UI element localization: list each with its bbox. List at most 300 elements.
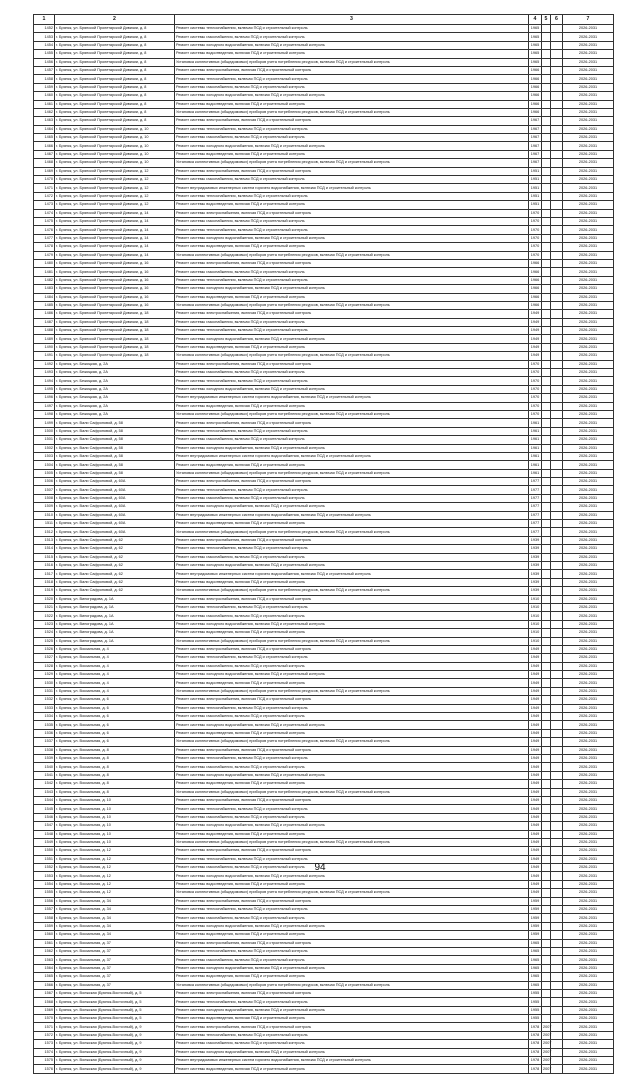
row-number-cell: 1538 bbox=[34, 746, 55, 754]
address-cell: г. Брянск, ул. Вали Сафроновой, д. 62 bbox=[55, 545, 175, 553]
build-year-cell: 1949 bbox=[529, 788, 542, 796]
col-5-cell bbox=[542, 92, 551, 100]
col-5-cell bbox=[542, 847, 551, 855]
table-row bbox=[34, 654, 614, 662]
address-cell: г. Брянск, ул. Вали Сафроновой, д. 58 bbox=[55, 444, 175, 452]
work-type-cell: Ремонт системы газоснабжения, включая ПСД и строительный контроль bbox=[175, 956, 529, 964]
col-6-cell bbox=[551, 427, 563, 435]
col-5-cell bbox=[542, 738, 551, 746]
col-6-cell bbox=[551, 922, 563, 930]
col-6-cell bbox=[551, 889, 563, 897]
col-5-cell bbox=[542, 906, 551, 914]
table-row bbox=[34, 410, 614, 418]
build-year-cell: 1966 bbox=[529, 285, 542, 293]
address-cell: г. Брянск, ул. Брянской Пролетарской Дивизии, д. 12 bbox=[55, 201, 175, 209]
work-type-cell: Ремонт системы газоснабжения, включая ПСД и строительный контроль bbox=[175, 318, 529, 326]
repair-period-cell: 2026-2031 bbox=[563, 486, 614, 494]
table-row bbox=[34, 788, 614, 796]
build-year-cell: 1949 bbox=[529, 864, 542, 872]
build-year-cell: 1910 bbox=[529, 612, 542, 620]
address-cell: г. Брянск, ул. Бежицкая, д. 2А bbox=[55, 394, 175, 402]
build-year-cell: 1949 bbox=[529, 889, 542, 897]
col-5-cell bbox=[542, 436, 551, 444]
row-number-cell: 1463 bbox=[34, 117, 55, 125]
work-type-cell: Ремонт системы теплоснабжения, включая ПСД и строительный контроль bbox=[175, 603, 529, 611]
repair-period-cell: 2026-2031 bbox=[563, 671, 614, 679]
address-cell: г. Брянск, ул. Волжская (Брянск-Восточный), д. 5 bbox=[55, 998, 175, 1006]
work-type-cell: Установка коллективных (общедомовых) приборов учета потребления ресурсов, включая ПСД и строительный контроль bbox=[175, 301, 529, 309]
work-type-cell: Ремонт системы холодного водоснабжения, включая ПСД и строительный контроль bbox=[175, 285, 529, 293]
table-row bbox=[34, 259, 614, 267]
col-5-cell bbox=[542, 234, 551, 242]
work-type-cell: Ремонт системы электроснабжения, включая ПСД и строительный контроль bbox=[175, 989, 529, 997]
address-cell: г. Брянск, ул. Вокзальная, д. 10 bbox=[55, 838, 175, 846]
col-6-cell bbox=[551, 1048, 563, 1056]
col-6-cell bbox=[551, 259, 563, 267]
col-6-cell bbox=[551, 595, 563, 603]
table-row bbox=[34, 587, 614, 595]
col-6-cell bbox=[551, 612, 563, 620]
repair-period-cell: 2026-2031 bbox=[563, 528, 614, 536]
col-5-cell bbox=[542, 662, 551, 670]
repair-period-cell: 2026-2031 bbox=[563, 369, 614, 377]
build-year-cell: 1965 bbox=[529, 973, 542, 981]
build-year-cell: 1970 bbox=[529, 410, 542, 418]
build-year-cell: 1951 bbox=[529, 192, 542, 200]
col-5-cell bbox=[542, 562, 551, 570]
table-row bbox=[34, 729, 614, 737]
col-6-cell bbox=[551, 805, 563, 813]
build-year-cell: 1965 bbox=[529, 50, 542, 58]
repair-period-cell: 2026-2031 bbox=[563, 419, 614, 427]
work-type-cell: Ремонт внутридомовых инженерных систем горячего водоснабжения, включая ПСД и строительный контроль bbox=[175, 570, 529, 578]
build-year-cell: 1949 bbox=[529, 780, 542, 788]
table-row bbox=[34, 394, 614, 402]
col-5-cell bbox=[542, 452, 551, 460]
build-year-cell: 1970 bbox=[529, 217, 542, 225]
col-5-cell bbox=[542, 645, 551, 653]
col-5-cell bbox=[542, 578, 551, 586]
table-row bbox=[34, 813, 614, 821]
build-year-cell: 1949 bbox=[529, 738, 542, 746]
row-number-cell: 1506 bbox=[34, 478, 55, 486]
work-type-cell: Ремонт системы теплоснабжения, включая ПСД и строительный контроль bbox=[175, 226, 529, 234]
work-type-cell: Ремонт системы водоотведения, включая ПСД и строительный контроль bbox=[175, 830, 529, 838]
repair-period-cell: 2026-2031 bbox=[563, 889, 614, 897]
build-year-cell: 1967 bbox=[529, 125, 542, 133]
repair-period-cell: 2026-2031 bbox=[563, 385, 614, 393]
col-6-cell bbox=[551, 813, 563, 821]
header-col-1: 1 bbox=[34, 15, 55, 25]
row-number-cell: 1469 bbox=[34, 167, 55, 175]
work-type-cell: Ремонт системы теплоснабжения, включая ПСД и строительный контроль bbox=[175, 998, 529, 1006]
work-type-cell: Ремонт системы теплоснабжения, включая ПСД и строительный контроль bbox=[175, 906, 529, 914]
address-cell: г. Брянск, ул. Брянской Пролетарской Дивизии, д. 12 bbox=[55, 176, 175, 184]
address-cell: г. Брянск, ул. Брянской Пролетарской Дивизии, д. 16 bbox=[55, 268, 175, 276]
col-6-cell bbox=[551, 50, 563, 58]
table-row bbox=[34, 83, 614, 91]
row-number-cell: 1539 bbox=[34, 754, 55, 762]
work-type-cell: Ремонт системы электроснабжения, включая ПСД и строительный контроль bbox=[175, 117, 529, 125]
repair-period-cell: 2026-2031 bbox=[563, 989, 614, 997]
address-cell: г. Брянск, ул. Вокзальная, д. 34 bbox=[55, 906, 175, 914]
work-type-cell: Ремонт системы теплоснабжения, включая ПСД и строительный контроль bbox=[175, 25, 529, 33]
table-row bbox=[34, 780, 614, 788]
col-5-cell bbox=[542, 989, 551, 997]
work-type-cell: Ремонт системы холодного водоснабжения, включая ПСД и строительный контроль bbox=[175, 142, 529, 150]
col-6-cell bbox=[551, 553, 563, 561]
row-number-cell: 1491 bbox=[34, 352, 55, 360]
address-cell: г. Брянск, ул. Вокзальная, д. 6 bbox=[55, 713, 175, 721]
address-cell: г. Брянск, ул. Вокзальная, д. 12 bbox=[55, 864, 175, 872]
build-year-cell: 1967 bbox=[529, 150, 542, 158]
build-year-cell: 1910 bbox=[529, 595, 542, 603]
table-row bbox=[34, 679, 614, 687]
col-6-cell bbox=[551, 100, 563, 108]
address-cell: г. Брянск, ул. Вокзальная, д. 37 bbox=[55, 956, 175, 964]
row-number-cell: 1464 bbox=[34, 125, 55, 133]
col-6-cell bbox=[551, 436, 563, 444]
repair-period-cell: 2026-2031 bbox=[563, 444, 614, 452]
row-number-cell: 1497 bbox=[34, 402, 55, 410]
build-year-cell: 1949 bbox=[529, 310, 542, 318]
col-6-cell bbox=[551, 251, 563, 259]
col-5-cell bbox=[542, 687, 551, 695]
row-number-cell: 1532 bbox=[34, 696, 55, 704]
col-6-cell bbox=[551, 444, 563, 452]
row-number-cell: 1461 bbox=[34, 100, 55, 108]
col-6-cell bbox=[551, 738, 563, 746]
row-number-cell: 1562 bbox=[34, 947, 55, 955]
table-row bbox=[34, 847, 614, 855]
repair-period-cell: 2026-2031 bbox=[563, 981, 614, 989]
work-type-cell: Ремонт системы водоотведения, включая ПСД и строительный контроль bbox=[175, 520, 529, 528]
row-number-cell: 1514 bbox=[34, 545, 55, 553]
work-type-cell: Ремонт системы газоснабжения, включая ПСД и строительный контроль bbox=[175, 369, 529, 377]
work-type-cell: Установка коллективных (общедомовых) приборов учета потребления ресурсов, включая ПСД и строительный контроль bbox=[175, 159, 529, 167]
table-row bbox=[34, 369, 614, 377]
col-5-cell bbox=[542, 209, 551, 217]
col-5-cell bbox=[542, 469, 551, 477]
table-row bbox=[34, 92, 614, 100]
col-5-cell bbox=[542, 159, 551, 167]
build-year-cell: 1949 bbox=[529, 729, 542, 737]
col-6-cell bbox=[551, 377, 563, 385]
table-row bbox=[34, 1031, 614, 1039]
work-type-cell: Ремонт системы газоснабжения, включая ПСД и строительный контроль bbox=[175, 813, 529, 821]
work-type-cell: Ремонт системы водоотведения, включая ПСД и строительный контроль bbox=[175, 402, 529, 410]
build-year-cell: 1970 bbox=[529, 226, 542, 234]
repair-period-cell: 2026-2031 bbox=[563, 629, 614, 637]
col-6-cell bbox=[551, 167, 563, 175]
work-type-cell: Ремонт системы теплоснабжения, включая ПСД и строительный контроль bbox=[175, 192, 529, 200]
repair-period-cell: 2026-2031 bbox=[563, 117, 614, 125]
build-year-cell: 1949 bbox=[529, 813, 542, 821]
column-number-header bbox=[34, 15, 614, 25]
col-5-cell bbox=[542, 276, 551, 284]
build-year-cell: 1966 bbox=[529, 75, 542, 83]
build-year-cell: 1970 bbox=[529, 251, 542, 259]
repair-period-cell: 2026-2031 bbox=[563, 293, 614, 301]
table-row bbox=[34, 159, 614, 167]
col-5-cell bbox=[542, 444, 551, 452]
table-row bbox=[34, 671, 614, 679]
address-cell: г. Брянск, ул. Вокзальная, д. 37 bbox=[55, 964, 175, 972]
col-6-cell bbox=[551, 620, 563, 628]
repair-period-cell: 2026-2031 bbox=[563, 92, 614, 100]
row-number-cell: 1558 bbox=[34, 914, 55, 922]
table-row bbox=[34, 662, 614, 670]
build-year-cell: 1951 bbox=[529, 167, 542, 175]
address-cell: г. Брянск, ул. Брянской Пролетарской Дивизии, д. 8 bbox=[55, 25, 175, 33]
build-year-cell: 1966 bbox=[529, 301, 542, 309]
repair-period-cell: 2026-2031 bbox=[563, 520, 614, 528]
table-row bbox=[34, 100, 614, 108]
address-cell: г. Брянск, ул. Вокзальная, д. 6 bbox=[55, 704, 175, 712]
repair-period-cell: 2026-2031 bbox=[563, 209, 614, 217]
work-type-cell: Ремонт системы электроснабжения, включая ПСД и строительный контроль bbox=[175, 645, 529, 653]
col-5-cell bbox=[542, 713, 551, 721]
address-cell: г. Брянск, ул. Вокзальная, д. 34 bbox=[55, 931, 175, 939]
col-6-cell bbox=[551, 293, 563, 301]
address-cell: г. Брянск, ул. Вокзальная, д. 8 bbox=[55, 788, 175, 796]
build-year-cell: 1955 bbox=[529, 989, 542, 997]
table-row bbox=[34, 134, 614, 142]
repair-period-cell: 2026-2031 bbox=[563, 167, 614, 175]
capital-repair-table bbox=[33, 14, 614, 1074]
build-year-cell: 1949 bbox=[529, 687, 542, 695]
build-year-cell: 1951 bbox=[529, 201, 542, 209]
col-6-cell bbox=[551, 134, 563, 142]
row-number-cell: 1518 bbox=[34, 578, 55, 586]
repair-period-cell: 2026-2031 bbox=[563, 310, 614, 318]
address-cell: г. Брянск, ул. Вали Сафроновой, д. 60А bbox=[55, 478, 175, 486]
row-number-cell: 1480 bbox=[34, 259, 55, 267]
table-row bbox=[34, 629, 614, 637]
address-cell: г. Брянск, ул. Брянской Пролетарской Дивизии, д. 18 bbox=[55, 327, 175, 335]
col-5-cell bbox=[542, 788, 551, 796]
col-5-cell bbox=[542, 553, 551, 561]
col-5-cell bbox=[542, 217, 551, 225]
address-cell: г. Брянск, ул. Брянской Пролетарской Дивизии, д. 16 bbox=[55, 293, 175, 301]
address-cell: г. Брянск, ул. Брянской Пролетарской Дивизии, д. 8 bbox=[55, 50, 175, 58]
address-cell: г. Брянск, ул. Вали Сафроновой, д. 58 bbox=[55, 419, 175, 427]
repair-period-cell: 2026-2031 bbox=[563, 822, 614, 830]
col-6-cell bbox=[551, 914, 563, 922]
col-6-cell bbox=[551, 478, 563, 486]
work-type-cell: Ремонт системы газоснабжения, включая ПСД и строительный контроль bbox=[175, 268, 529, 276]
col-6-cell bbox=[551, 394, 563, 402]
table-row bbox=[34, 327, 614, 335]
address-cell: г. Брянск, ул. Вокзальная, д. 8 bbox=[55, 763, 175, 771]
build-year-cell: 1939 bbox=[529, 587, 542, 595]
col-5-cell bbox=[542, 771, 551, 779]
col-6-cell bbox=[551, 176, 563, 184]
build-year-cell: 1961 bbox=[529, 427, 542, 435]
address-cell: г. Брянск, ул. Брянской Пролетарской Дивизии, д. 8 bbox=[55, 83, 175, 91]
work-type-cell: Установка коллективных (общедомовых) приборов учета потребления ресурсов, включая ПСД и строительный контроль bbox=[175, 587, 529, 595]
row-number-cell: 1493 bbox=[34, 369, 55, 377]
work-type-cell: Ремонт системы водоотведения, включая ПСД и строительный контроль bbox=[175, 1015, 529, 1023]
repair-period-cell: 2026-2031 bbox=[563, 243, 614, 251]
work-type-cell: Установка коллективных (общедомовых) приборов учета потребления ресурсов, включая ПСД и строительный контроль bbox=[175, 410, 529, 418]
table-row bbox=[34, 973, 614, 981]
build-year-cell: 1977 bbox=[529, 511, 542, 519]
table-row bbox=[34, 931, 614, 939]
address-cell: г. Брянск, ул. Брянской Пролетарской Дивизии, д. 8 bbox=[55, 33, 175, 41]
work-type-cell: Установка коллективных (общедомовых) приборов учета потребления ресурсов, включая ПСД и строительный контроль bbox=[175, 838, 529, 846]
repair-period-cell: 2026-2031 bbox=[563, 637, 614, 645]
table-row bbox=[34, 276, 614, 284]
table-row bbox=[34, 956, 614, 964]
work-type-cell: Ремонт системы газоснабжения, включая ПСД и строительный контроль bbox=[175, 864, 529, 872]
col-6-cell bbox=[551, 66, 563, 74]
table-row bbox=[34, 746, 614, 754]
work-type-cell: Ремонт системы электроснабжения, включая ПСД и строительный контроль bbox=[175, 1023, 529, 1031]
address-cell: г. Брянск, ул. Брянской Пролетарской Дивизии, д. 8 bbox=[55, 117, 175, 125]
document-page bbox=[33, 14, 613, 1074]
table-row bbox=[34, 66, 614, 74]
address-cell: г. Брянск, ул. Виноградова, д. 1А bbox=[55, 595, 175, 603]
build-year-cell: 1949 bbox=[529, 318, 542, 326]
table-row bbox=[34, 696, 614, 704]
repair-period-cell: 2026-2031 bbox=[563, 947, 614, 955]
repair-period-cell: 2026-2031 bbox=[563, 1057, 614, 1065]
table-row bbox=[34, 503, 614, 511]
col-6-cell bbox=[551, 696, 563, 704]
work-type-cell: Ремонт системы теплоснабжения, включая ПСД и строительный контроль bbox=[175, 276, 529, 284]
build-year-cell: 1949 bbox=[529, 771, 542, 779]
build-year-cell: 1961 bbox=[529, 461, 542, 469]
build-year-cell: 1977 bbox=[529, 528, 542, 536]
table-row bbox=[34, 704, 614, 712]
row-number-cell: 1556 bbox=[34, 897, 55, 905]
repair-period-cell: 2026-2031 bbox=[563, 511, 614, 519]
work-type-cell: Ремонт системы водоотведения, включая ПСД и строительный контроль bbox=[175, 729, 529, 737]
address-cell: г. Брянск, ул. Брянской Пролетарской Дивизии, д. 10 bbox=[55, 142, 175, 150]
work-type-cell: Установка коллективных (общедомовых) приборов учета потребления ресурсов, включая ПСД и строительный контроль bbox=[175, 251, 529, 259]
col-6-cell bbox=[551, 939, 563, 947]
build-year-cell: 1959 bbox=[529, 906, 542, 914]
table-row bbox=[34, 830, 614, 838]
build-year-cell: 1970 bbox=[529, 394, 542, 402]
repair-period-cell: 2026-2031 bbox=[563, 192, 614, 200]
table-row bbox=[34, 889, 614, 897]
build-year-cell: 1955 bbox=[529, 1006, 542, 1014]
build-year-cell: 1967 bbox=[529, 117, 542, 125]
repair-period-cell: 2026-2031 bbox=[563, 805, 614, 813]
repair-period-cell: 2026-2031 bbox=[563, 176, 614, 184]
repair-period-cell: 2026-2031 bbox=[563, 838, 614, 846]
address-cell: г. Брянск, ул. Вокзальная, д. 34 bbox=[55, 922, 175, 930]
build-year-cell: 1949 bbox=[529, 352, 542, 360]
col-5-cell bbox=[542, 75, 551, 83]
col-5-cell: 2007 bbox=[542, 1048, 551, 1056]
row-number-cell: 1500 bbox=[34, 427, 55, 435]
repair-period-cell: 2026-2031 bbox=[563, 880, 614, 888]
repair-period-cell: 2026-2031 bbox=[563, 33, 614, 41]
col-5-cell bbox=[542, 595, 551, 603]
build-year-cell: 1949 bbox=[529, 721, 542, 729]
repair-period-cell: 2026-2031 bbox=[563, 964, 614, 972]
row-number-cell: 1454 bbox=[34, 41, 55, 49]
col-5-cell bbox=[542, 150, 551, 158]
table-row bbox=[34, 444, 614, 452]
work-type-cell: Ремонт системы теплоснабжения, включая ПСД и строительный контроль bbox=[175, 377, 529, 385]
build-year-cell: 1965 bbox=[529, 956, 542, 964]
row-number-cell: 1570 bbox=[34, 1015, 55, 1023]
address-cell: г. Брянск, ул. Брянской Пролетарской Дивизии, д. 8 bbox=[55, 75, 175, 83]
table-row bbox=[34, 318, 614, 326]
repair-period-cell: 2026-2031 bbox=[563, 83, 614, 91]
col-5-cell bbox=[542, 394, 551, 402]
build-year-cell: 1910 bbox=[529, 629, 542, 637]
build-year-cell: 1949 bbox=[529, 763, 542, 771]
row-number-cell: 1457 bbox=[34, 66, 55, 74]
row-number-cell: 1467 bbox=[34, 150, 55, 158]
table-row bbox=[34, 427, 614, 435]
repair-period-cell: 2026-2031 bbox=[563, 763, 614, 771]
address-cell: г. Брянск, ул. Брянской Пролетарской Дивизии, д. 10 bbox=[55, 134, 175, 142]
repair-period-cell: 2026-2031 bbox=[563, 125, 614, 133]
col-5-cell: 2007 bbox=[542, 1031, 551, 1039]
table-row bbox=[34, 528, 614, 536]
col-6-cell bbox=[551, 528, 563, 536]
table-row bbox=[34, 805, 614, 813]
build-year-cell: 1949 bbox=[529, 880, 542, 888]
row-number-cell: 1484 bbox=[34, 293, 55, 301]
col-5-cell bbox=[542, 301, 551, 309]
work-type-cell: Ремонт системы холодного водоснабжения, включая ПСД и строительный контроль bbox=[175, 444, 529, 452]
col-6-cell bbox=[551, 746, 563, 754]
repair-period-cell: 2026-2031 bbox=[563, 343, 614, 351]
address-cell: г. Брянск, ул. Вокзальная, д. 4 bbox=[55, 662, 175, 670]
repair-period-cell: 2026-2031 bbox=[563, 41, 614, 49]
repair-period-cell: 2026-2031 bbox=[563, 562, 614, 570]
address-cell: г. Брянск, ул. Брянской Пролетарской Дивизии, д. 10 bbox=[55, 159, 175, 167]
col-5-cell bbox=[542, 410, 551, 418]
repair-period-cell: 2026-2031 bbox=[563, 780, 614, 788]
row-number-cell: 1496 bbox=[34, 394, 55, 402]
build-year-cell: 1961 bbox=[529, 419, 542, 427]
repair-period-cell: 2026-2031 bbox=[563, 226, 614, 234]
row-number-cell: 1521 bbox=[34, 603, 55, 611]
build-year-cell: 1949 bbox=[529, 838, 542, 846]
col-5-cell bbox=[542, 511, 551, 519]
table-row bbox=[34, 612, 614, 620]
col-6-cell bbox=[551, 1065, 563, 1073]
repair-period-cell: 2026-2031 bbox=[563, 201, 614, 209]
build-year-cell: 1949 bbox=[529, 855, 542, 863]
work-type-cell: Установка коллективных (общедомовых) приборов учета потребления ресурсов, включая ПСД и строительный контроль bbox=[175, 981, 529, 989]
col-5-cell bbox=[542, 805, 551, 813]
build-year-cell: 1978 bbox=[529, 1023, 542, 1031]
repair-period-cell: 2026-2031 bbox=[563, 100, 614, 108]
col-6-cell bbox=[551, 973, 563, 981]
page-number: 94 bbox=[314, 862, 326, 873]
address-cell: г. Брянск, ул. Вокзальная, д. 6 bbox=[55, 729, 175, 737]
build-year-cell: 1959 bbox=[529, 914, 542, 922]
address-cell: г. Брянск, ул. Виноградова, д. 1А bbox=[55, 603, 175, 611]
build-year-cell: 1966 bbox=[529, 268, 542, 276]
table-row bbox=[34, 637, 614, 645]
work-type-cell: Ремонт системы теплоснабжения, включая ПСД и строительный контроль bbox=[175, 545, 529, 553]
repair-period-cell: 2026-2031 bbox=[563, 1031, 614, 1039]
repair-period-cell: 2026-2031 bbox=[563, 654, 614, 662]
row-number-cell: 1524 bbox=[34, 629, 55, 637]
col-5-cell bbox=[542, 83, 551, 91]
col-6-cell bbox=[551, 536, 563, 544]
